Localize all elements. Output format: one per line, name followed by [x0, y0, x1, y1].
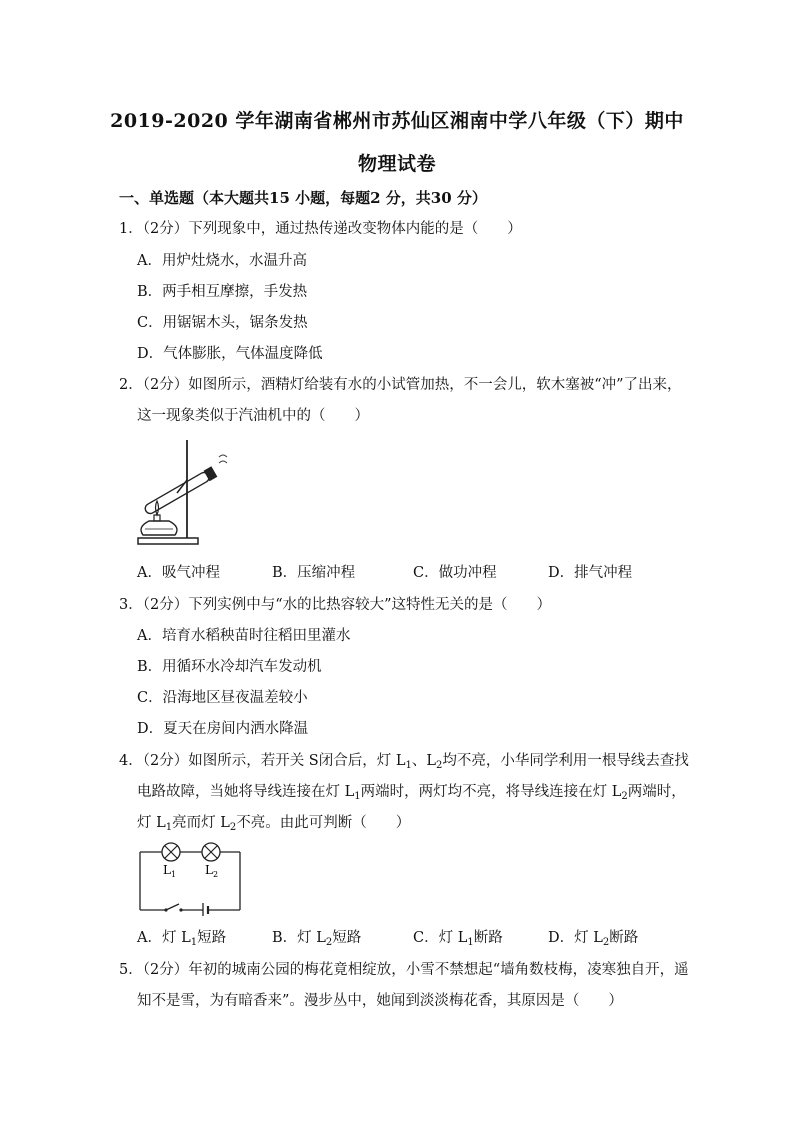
q5-stem-line2: 知不是雪，为有暗香来”。漫步丛中，她闻到淡淡梅花香，其原因是（ ） — [137, 993, 623, 1009]
q4-stem-line2: 电路故障，当她将导线连接在灯 $L_1$两端时，两灯均不亮，将导线连接在灯 $L_2$两端时， — [137, 784, 686, 802]
q3-option-a: A．培育水稻秧苗时往稻田里灌水 — [137, 628, 351, 644]
q4-option-d: D．灯 $L_2$断路 — [548, 930, 639, 948]
q4-option-c: C．灯 $L_1$断路 — [413, 930, 503, 948]
q3-option-d: D．夏天在房间内洒水降温 — [137, 721, 309, 737]
q1-option-b: B．两手相互摩擦，手发热 — [137, 284, 308, 300]
q1-option-d: D．气体膨胀，气体温度降低 — [137, 346, 323, 362]
q2-stem-line1: 2．（2分）如图所示，酒精灯给装有水的小试管加热，不一会儿，软木塞被“冲”了出来， — [119, 377, 682, 393]
q3-option-c: C．沿海地区昼夜温差较小 — [137, 690, 308, 706]
q3-stem: 3．（2分）下列实例中与“水的比热容较大”这特性无关的是（ ） — [119, 597, 552, 613]
exam-title-line1: 2019-2020 学年湖南省郴州市苏仙区湘南中学八年级（下）期中 — [110, 110, 684, 132]
lamp-l2-label: $L_2$ — [205, 863, 219, 879]
q2-option-a: A．吸气冲程 — [137, 565, 220, 581]
q4-stem-line1: 4．（2分）如图所示，若开关 S闭合后，灯 $L_1$、$L_2$均不亮，小华同学利用一根导线去查找 — [119, 753, 689, 771]
section-heading: 一、单选题（本大题共15 小题，每题2 分，共30 分） — [119, 189, 487, 207]
exam-title-line2: 物理试卷 — [357, 153, 436, 175]
q4-circuit-figure — [135, 840, 245, 916]
q2-option-d: D．排气冲程 — [548, 565, 633, 581]
q2-stem-line2: 这一现象类似于汽油机中的（ ） — [137, 408, 369, 424]
q1-stem: 1．（2分）下列现象中，通过热传递改变物体内能的是（ ） — [119, 221, 522, 237]
lamp-l1-label: $L_1$ — [163, 863, 177, 879]
q4-stem-line3: 灯 $L_1$亮而灯 $L_2$不亮。由此可判断（ ） — [137, 815, 411, 833]
q3-option-b: B．用循环水冷却汽车发动机 — [137, 659, 322, 675]
q1-option-a: A．用炉灶烧水，水温升高 — [137, 253, 307, 269]
q4-option-b: B．灯 $L_2$短路 — [272, 930, 362, 948]
q2-apparatus-figure — [135, 435, 230, 550]
q1-option-c: C．用锯锯木头，锯条发热 — [137, 315, 308, 331]
q4-option-a: A．灯 $L_1$短路 — [137, 930, 227, 948]
q2-option-b: B．压缩冲程 — [272, 565, 356, 581]
q5-stem-line1: 5．（2分）年初的城南公园的梅花竟相绽放，小雪不禁想起“墙角数枝梅，凌寒独自开，遥 — [119, 962, 689, 978]
q2-option-c: C．做功冲程 — [413, 565, 497, 581]
